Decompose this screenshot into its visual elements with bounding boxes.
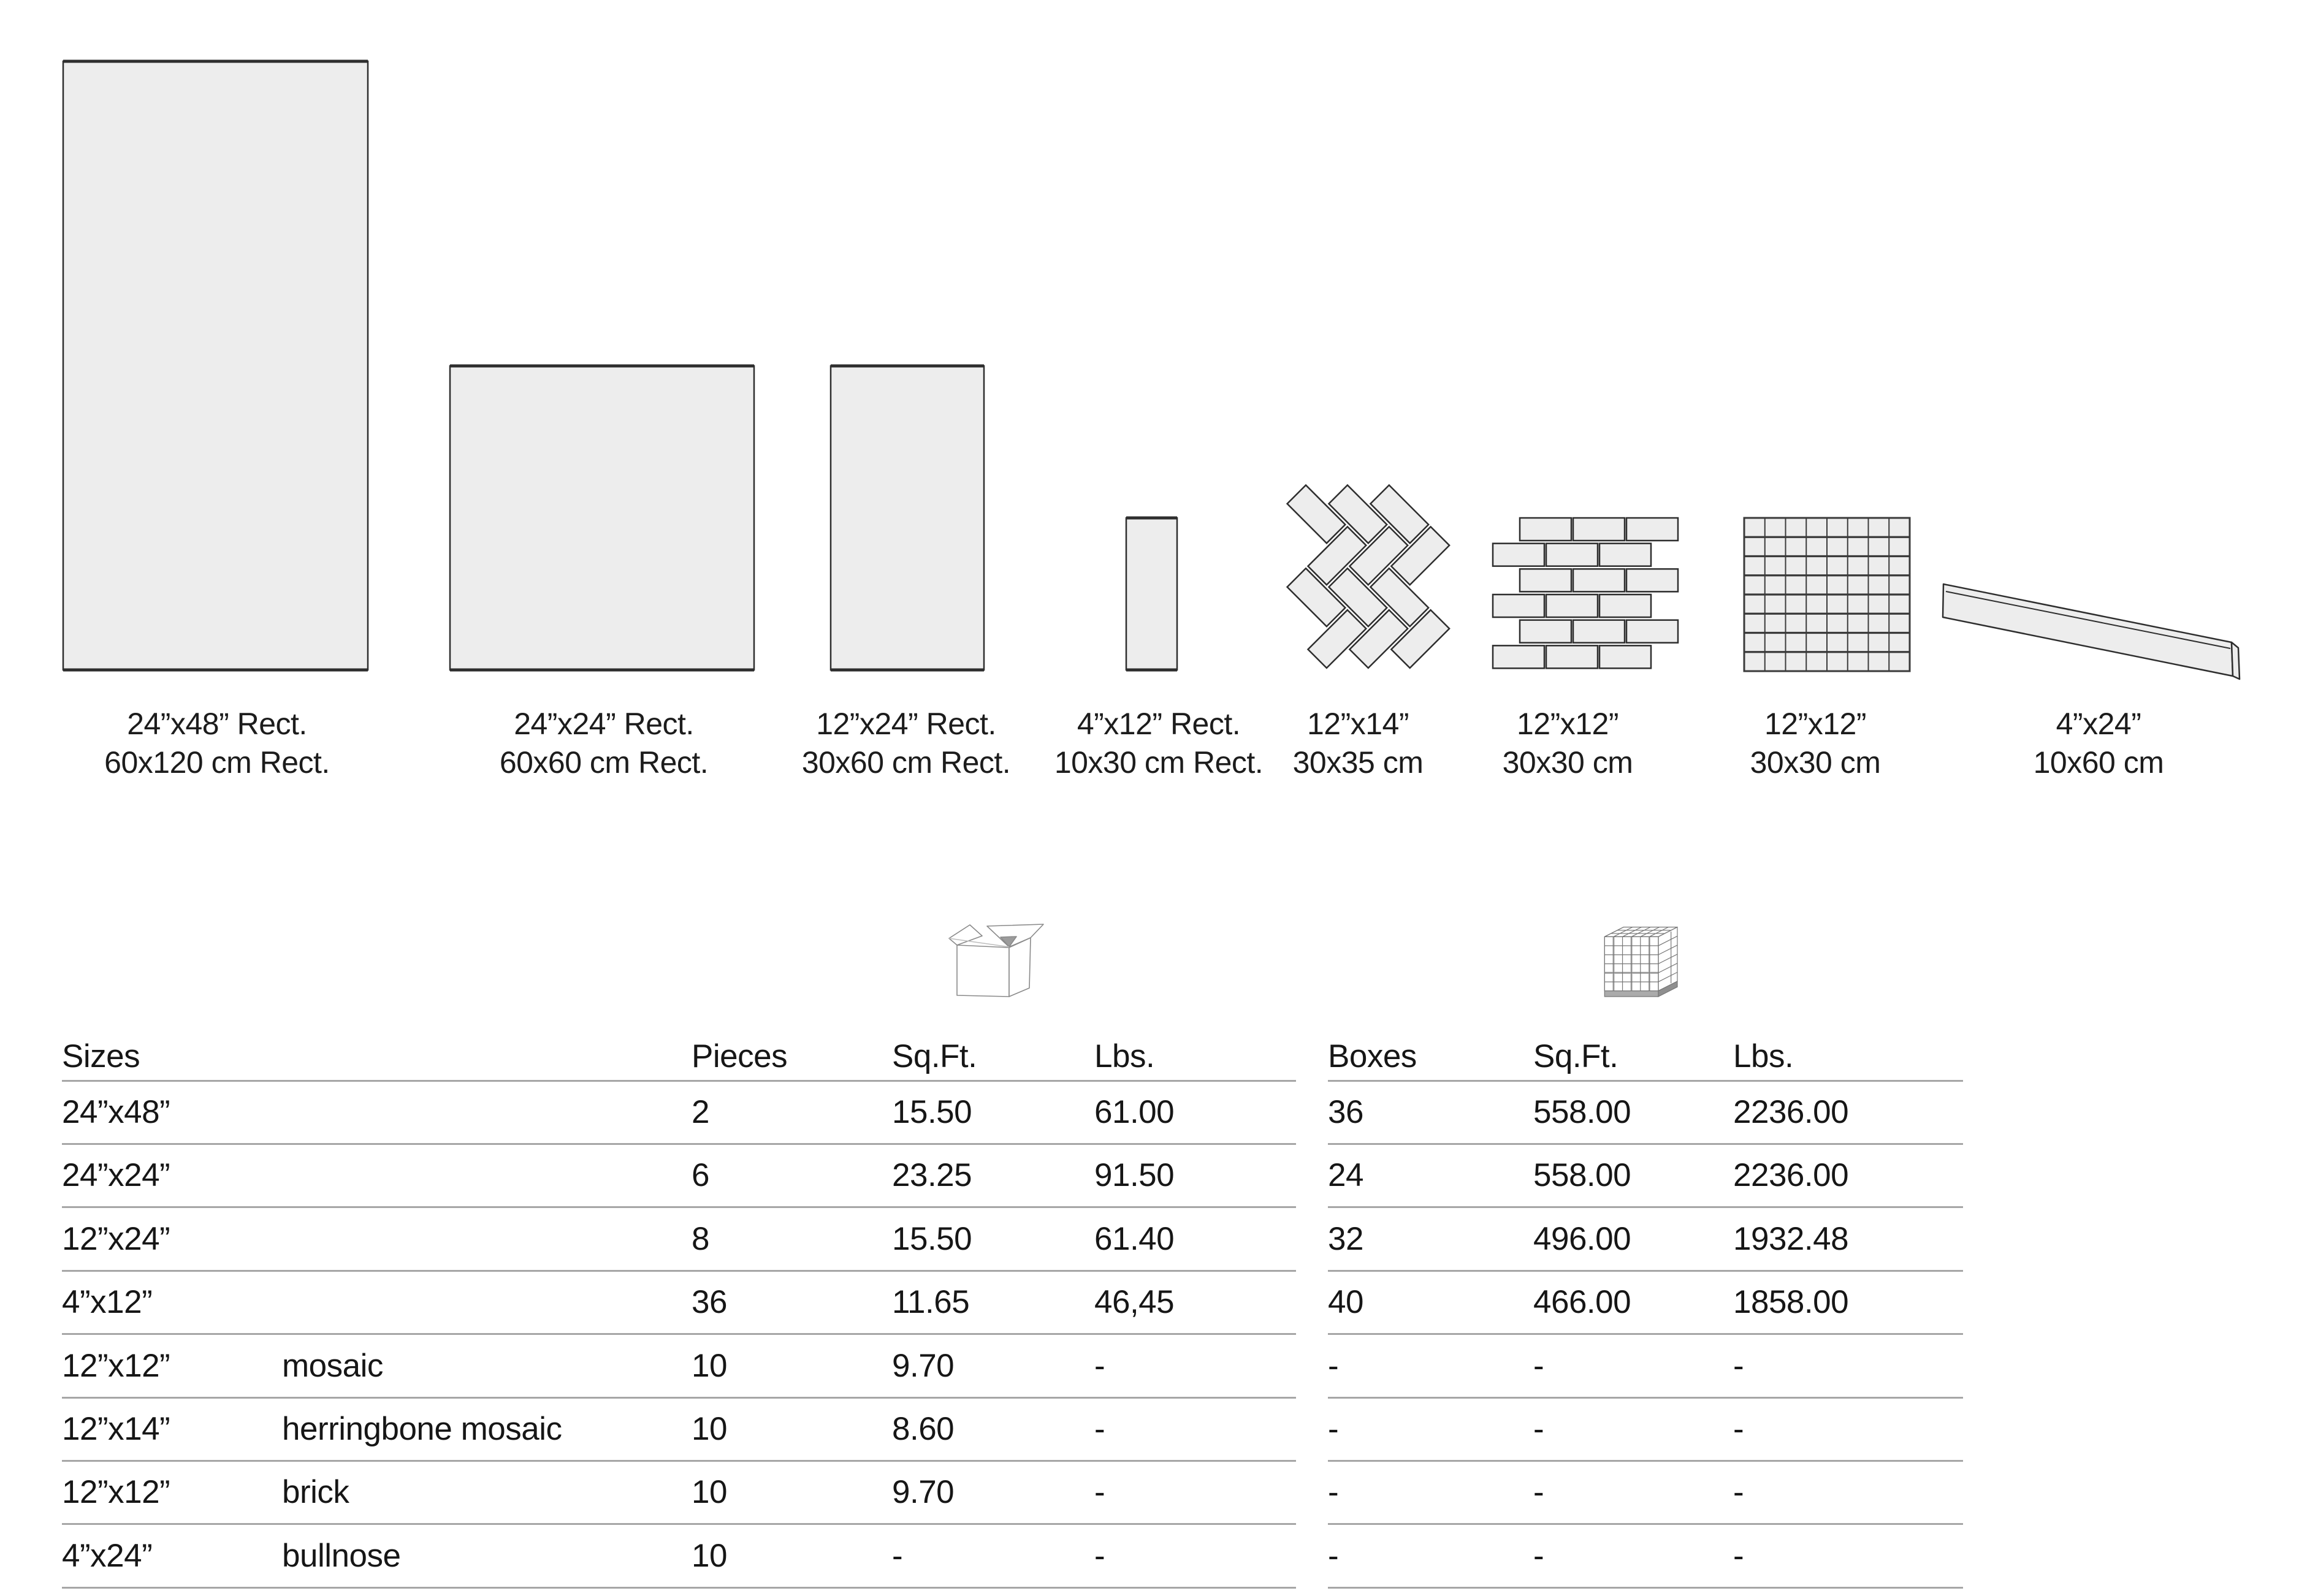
cell-pieces: 36 [692,1284,727,1321]
cell-boxes: 32 [1328,1220,1363,1257]
cell-size: 12”x12” [62,1474,170,1511]
tile-shape-12x14-herringbone [1287,485,1450,668]
header-boxes: Boxes [1328,1038,1417,1074]
header-pallet-lbs: Lbs. [1733,1038,1794,1074]
cell-pieces: 10 [692,1411,727,1447]
cell-pallet_sqft: - [1533,1411,1544,1447]
table-row [0,1334,2299,1397]
cell-boxes: 36 [1328,1094,1363,1130]
cell-pallet_lbs: - [1733,1347,1744,1384]
cell-size: 24”x24” [62,1157,170,1194]
cell-lbs: 61.40 [1094,1220,1175,1257]
table-row [0,1271,2299,1334]
cell-sqft: 23.25 [892,1157,972,1194]
cell-pieces: 8 [692,1220,709,1257]
cell-pallet_sqft: 496.00 [1533,1220,1631,1257]
header-sizes: Sizes [62,1038,140,1074]
cell-pallet_lbs: - [1733,1537,1744,1574]
cell-size: 4”x24” [62,1537,153,1574]
cell-size: 12”x14” [62,1411,170,1447]
tile-shape-4x12-rect [1126,518,1177,670]
cell-sqft: 15.50 [892,1094,972,1130]
cell-pallet_sqft: 558.00 [1533,1094,1631,1130]
tile-size-cm: 60x60 cm Rect. [499,745,709,780]
tile-size-inches: 12”x24” Rect. [816,707,996,741]
tile-size-inches: 24”x48” Rect. [127,707,307,741]
cell-lbs: - [1094,1537,1105,1574]
cell-boxes: - [1328,1411,1339,1447]
cell-pallet_sqft: 558.00 [1533,1157,1631,1194]
cell-pallet_sqft: - [1533,1474,1544,1511]
header-lbs: Lbs. [1094,1038,1155,1074]
cell-boxes: 40 [1328,1284,1363,1321]
cell-pallet_lbs: - [1733,1474,1744,1511]
tile-size-inches: 4”x12” Rect. [1077,707,1241,741]
box-right-face [1009,938,1031,997]
tile-size-cm: 30x30 cm [1502,745,1633,780]
box-back-flap [987,924,1043,947]
cell-lbs: 61.00 [1094,1094,1175,1130]
tile-shape-12x12-brick [1493,518,1678,668]
cell-sqft: - [892,1537,903,1574]
table-row [0,1461,2299,1524]
cell-lbs: - [1094,1347,1105,1384]
cell-lbs: 91.50 [1094,1157,1175,1194]
cell-lbs: - [1094,1411,1105,1447]
tile-size-inches: 4”x24” [2056,707,2141,741]
tile-shape-4x24-bullnose [1943,584,2240,679]
cell-sqft: 15.50 [892,1220,972,1257]
header-pieces: Pieces [692,1038,788,1074]
cell-pallet_lbs: 2236.00 [1733,1157,1849,1194]
tile-size-cm: 60x120 cm Rect. [104,745,330,780]
cell-pallet_sqft: - [1533,1347,1544,1384]
cell-boxes: - [1328,1347,1339,1384]
cell-lbs: 46,45 [1094,1284,1175,1321]
cell-sqft: 9.70 [892,1474,955,1511]
tile-shape-24x48-rect [63,61,368,670]
table-row [0,1081,2299,1144]
cell-sqft: 8.60 [892,1411,955,1447]
table-row [0,1397,2299,1461]
tile-size-inches: 24”x24” Rect. [514,707,694,741]
cell-boxes: - [1328,1474,1339,1511]
cell-pieces: 2 [692,1094,709,1130]
pallet-stack [1604,927,1677,997]
cell-variant: brick [282,1474,349,1511]
tile-size-inches: 12”x12” [1764,707,1867,741]
cell-variant: mosaic [282,1347,383,1384]
header-sqft: Sq.Ft. [892,1038,977,1074]
tile-size-cm: 10x60 cm [2033,745,2164,780]
tile-shape-12x12-mosaic [1744,518,1910,671]
tile-shape-24x24-rect [450,366,754,670]
tile-label-4x24-bullnose [1884,705,2299,782]
cell-pallet_lbs: - [1733,1411,1744,1447]
tile-size-cm: 10x30 cm Rect. [1054,745,1264,780]
cell-size: 24”x48” [62,1094,170,1130]
cell-pallet_sqft: 466.00 [1533,1284,1631,1321]
tile-size-cm: 30x60 cm Rect. [801,745,1011,780]
table-row [0,1207,2299,1271]
cell-pieces: 10 [692,1474,727,1511]
tile-size-cm: 30x35 cm [1292,745,1424,780]
table-row [0,1144,2299,1207]
box-front-face [957,945,1009,997]
cell-variant: herringbone mosaic [282,1411,562,1447]
cell-size: 12”x12” [62,1347,170,1384]
tile-size-inches: 12”x14” [1306,707,1409,741]
cell-pallet_sqft: - [1533,1537,1544,1574]
box-icon [920,901,1104,1024]
cell-boxes: 24 [1328,1157,1363,1194]
cell-pallet_lbs: 2236.00 [1733,1094,1849,1130]
cell-pallet_lbs: 1858.00 [1733,1284,1849,1321]
table-row [0,1524,2299,1587]
cell-pieces: 6 [692,1157,709,1194]
tile-size-inches: 12”x12” [1516,707,1619,741]
pallet-icon [1582,901,1717,1024]
cell-variant: bullnose [282,1537,401,1574]
tile-shape-12x24-rect [831,366,984,670]
cell-boxes: - [1328,1537,1339,1574]
tile-size-cm: 30x30 cm [1750,745,1881,780]
cell-pieces: 10 [692,1347,727,1384]
cell-pallet_lbs: 1932.48 [1733,1220,1849,1257]
header-pallet-sqft: Sq.Ft. [1533,1038,1618,1074]
cell-size: 4”x12” [62,1284,153,1321]
cell-lbs: - [1094,1474,1105,1511]
cell-sqft: 9.70 [892,1347,955,1384]
cell-sqft: 11.65 [892,1284,970,1321]
cell-size: 12”x24” [62,1220,170,1257]
tile-label-24x48-rect [2,705,432,782]
cell-pieces: 10 [692,1537,727,1574]
